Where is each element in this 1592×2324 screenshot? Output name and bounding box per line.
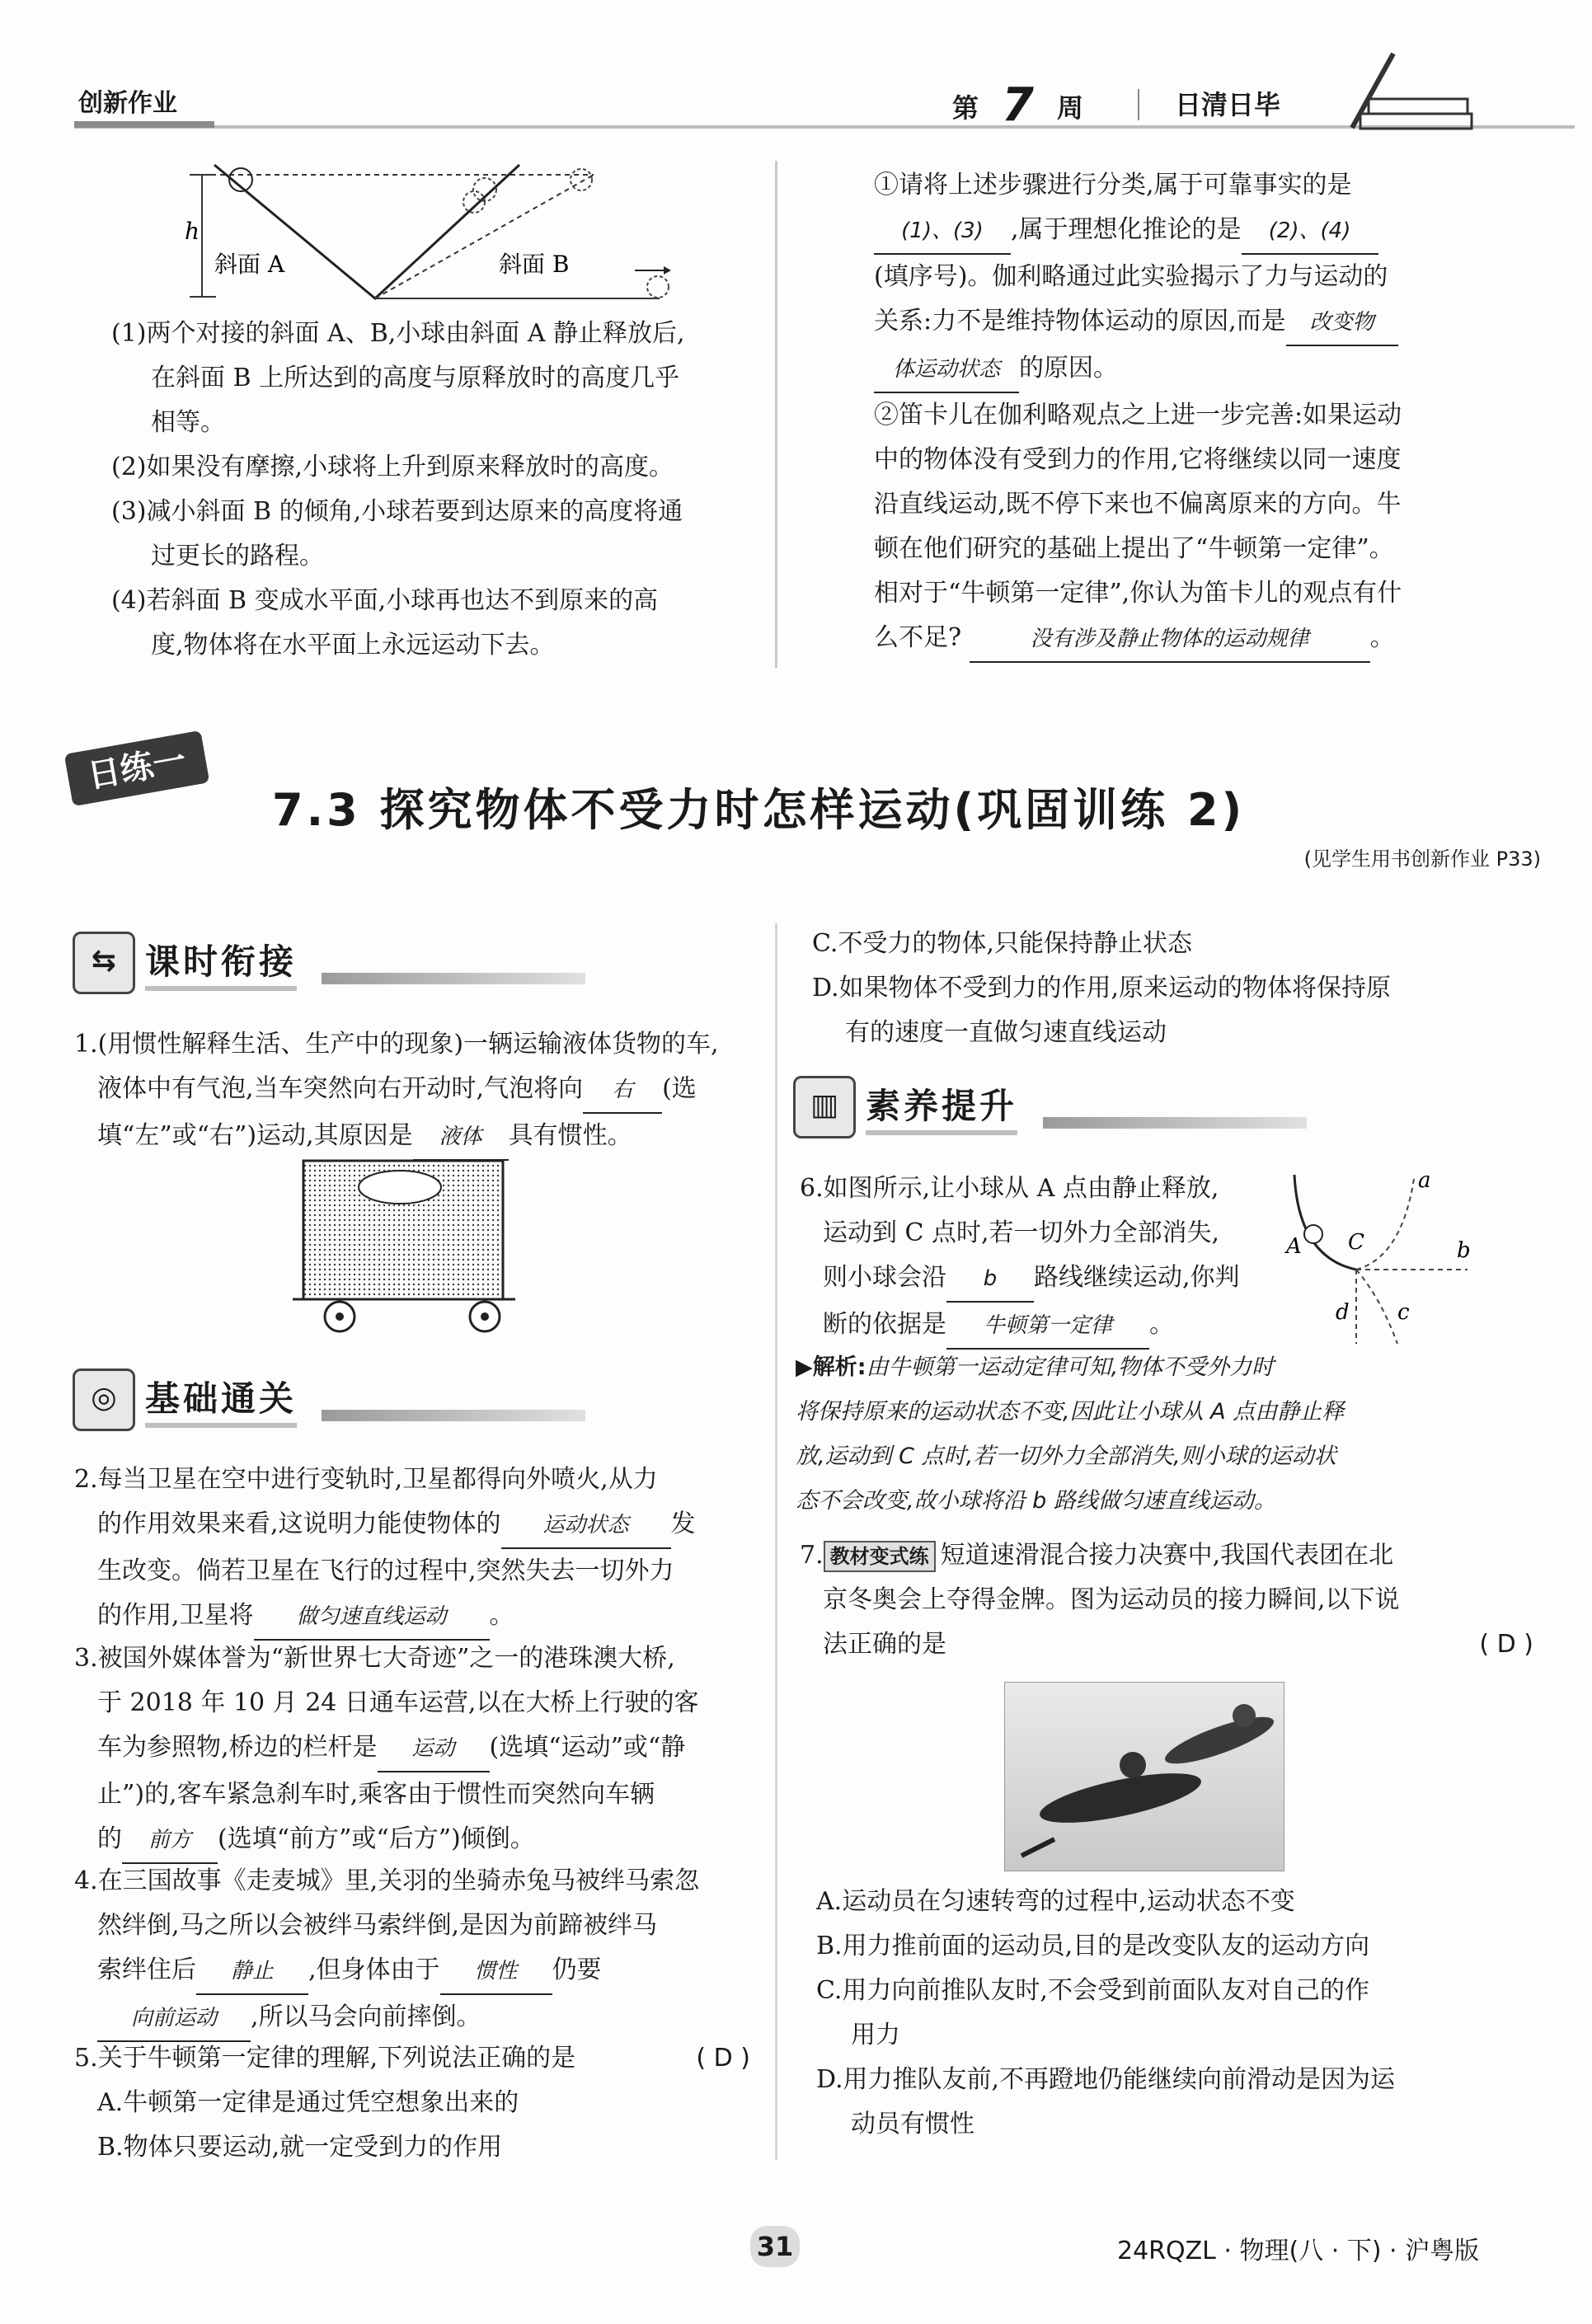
week-prefix: 第 [952,92,979,124]
answer-blank-q4-inertia: 惯性 [440,1949,552,1995]
step-1c: 相等。 [151,408,225,437]
tr-line4: 关系:力不是维持物体运动的原因,而是 [874,307,1286,336]
q4-line1: 4.在三国故事《走麦城》里,关羽的坐骑赤兔马被绊马索忽 [74,1866,700,1895]
top-right-text [874,163,1558,663]
section-title-basic: 基础通关 [145,1372,297,1428]
question-4 [74,1859,758,2042]
header-week [952,78,1083,132]
answer-blank-q2-state: 运动状态 [501,1503,671,1549]
answer-blank-q1-dir: 右 [583,1068,662,1114]
q1-line3: 填“左”或“右”)运动,其原因是 [97,1121,413,1150]
q6-line3: 则小球会沿 [823,1263,946,1292]
q5-option-b: B.物体只要运动,就一定受到力的作用 [97,2133,503,2162]
q7-line3: 法正确的是 [823,1630,946,1659]
question-6 [800,1167,1286,1350]
skaters-illustration [1005,1683,1284,1871]
skating-photo [1004,1682,1284,1871]
answer-blank-q6-law: 牛顿第一定律 [946,1303,1149,1350]
bar-chart-icon: ▥ [793,1076,856,1139]
q6-line3b: 路线继续运动,你判 [1034,1263,1240,1292]
q1-line2b: (选 [662,1074,697,1103]
section-header-ability [793,1076,1017,1139]
q6-line1: 6.如图所示,让小球从 A 点由静止释放, [800,1174,1219,1203]
slope-diagram [165,157,693,313]
label-c: c [1397,1300,1410,1325]
tr-line10: 相对于“牛顿第一定律”,你认为笛卡儿的观点有什 [874,579,1402,608]
tr-line9: 顿在他们研究的基础上提出了“牛顿第一定律”。 [874,534,1394,563]
tr-line7: 中的物体没有受到力的作用,它将继续以同一速度 [874,445,1402,474]
tr-line8: 沿直线运动,既不停下来也不偏离原来的方向。牛 [874,490,1402,519]
q4-line4: ,所以马会向前摔倒。 [251,2002,481,2031]
label-A: A [1286,1234,1302,1259]
tr-line2: ,属于理想化推论的是 [1011,215,1242,244]
step-3b: 过更长的路程。 [151,542,324,570]
lesson-title: 7.3 探究物体不受力时怎样运动(巩固训练 2) [272,784,1246,836]
q7-option-c1: C.用力向前推队友时,不会受到前面队友对自己的作 [816,1976,1369,2005]
q3-line1: 3.被国外媒体誉为“新世界七大奇迹”之一的港珠澳大桥, [74,1644,675,1673]
q6-analysis [796,1345,1554,1524]
target-icon: ◎ [73,1369,135,1431]
question-2 [74,1458,758,1641]
analysis-line2: 将保持原来的运动状态不变,因此让小球从 A 点由静止释 [796,1399,1345,1425]
analysis-line4: 态不会改变,故小球将沿 b 路线做匀速直线运动。 [796,1488,1276,1514]
label-a: a [1418,1168,1431,1193]
q5-option-d1: D.如果物体不受到力的作用,原来运动的物体将保持原 [812,974,1392,1002]
tr-line6: ②笛卡儿在伽利略观点之上进一步完善:如果运动 [874,401,1402,430]
section-header-link [73,932,297,994]
lesson-reference: (见学生用书创新作业 P33) [1303,847,1541,871]
tr-line5: 的原因。 [1019,354,1118,383]
answer-blank-q3-rail: 运动 [378,1726,490,1772]
header-rule-accent [74,121,214,128]
q4-line2: 然绊倒,马之所以会被绊马索绊倒,是因为前蹄被绊马 [97,1911,658,1940]
q4-line3b: ,但身体由于 [308,1955,440,1984]
q7-option-c2: 用力 [851,2021,900,2049]
q7-option-d2: 动员有惯性 [851,2110,974,2139]
column-divider-bottom [775,923,777,2160]
answer-blank-q4-static: 静止 [196,1949,308,1995]
header-separator [1138,89,1139,120]
answer-blank-q2-motion: 做匀速直线运动 [254,1594,490,1641]
week-number: 7 [1002,78,1034,132]
analysis-tag: ▶解析: [796,1354,866,1380]
answer-blank-cause-b: 体运动状态 [874,347,1019,393]
section-bar-1 [322,973,585,984]
q3-line5: 的 [97,1824,122,1853]
trajectory-diagram [1282,1167,1484,1352]
tr-period: 。 [1369,623,1395,652]
answer-blank-q3-dir: 前方 [122,1818,218,1864]
q3-line5b: (选填“前方”或“后方”)倾倒。 [218,1824,535,1853]
label-slope-a: 斜面 A [214,251,285,278]
q7-answer: ( D ) [1479,1630,1533,1659]
page-number: 31 [750,2226,800,2267]
q5-option-c: C.不受力的物体,只能保持静止状态 [812,929,1192,958]
section-title-link: 课时衔接 [145,935,297,991]
q2-line2: 的作用效果来看,这说明力能使物体的 [97,1509,501,1538]
q2-line3: 生改变。倘若卫星在飞行的过程中,突然失去一切外力 [97,1556,674,1585]
textbook-variant-tag: 教材变式练 [824,1541,936,1572]
answer-blank-descartes: 没有涉及静止物体的运动规律 [970,617,1370,663]
q1-line1: 1.(用惯性解释生活、生产中的现象)一辆运输液体货物的车, [74,1030,719,1059]
footer-edition: 24RQZL · 物理(八 · 下) · 沪粤版 [1117,2237,1480,2265]
label-slope-b: 斜面 B [499,251,570,278]
step-3a: (3)减小斜面 B 的倾角,小球若要到达原来的高度将通 [111,497,683,526]
q3-line3: 车为参照物,桥边的栏杆是 [97,1733,378,1762]
header-title: 日清日毕 [1175,89,1281,120]
question-5 [74,2036,758,2170]
question-3 [74,1636,758,1864]
q6-line4: 断的依据是 [823,1310,946,1339]
section-bar-2 [322,1410,585,1421]
question-5-continued [812,922,1554,1055]
q7-option-d1: D.用力推队友前,不再蹬地仍能继续向前滑动是因为运 [816,2065,1396,2094]
tr-line11: 么不足? [874,623,962,652]
answer-blank-q1-reason: 液体 [413,1115,509,1161]
label-C: C [1348,1230,1364,1255]
q5-answer: ( D ) [696,2044,750,2073]
q2-line4b: 。 [489,1601,514,1630]
section-title-ability: 素养提升 [866,1079,1017,1135]
q5-option-a: A.牛顿第一定律是通过凭空想象出来的 [97,2088,519,2117]
truck-diagram [289,1154,519,1344]
label-d: d [1336,1300,1350,1325]
step-1b: 在斜面 B 上所达到的高度与原释放时的高度几乎 [151,364,680,392]
q4-line3c: 仍要 [552,1955,602,1984]
step-2: (2)如果没有摩擦,小球将上升到原来释放时的高度。 [111,453,674,481]
answer-blank-inference: (2)、(4) [1242,209,1378,255]
answer-blank-cause-a: 改变物 [1286,300,1398,346]
week-suffix: 周 [1056,92,1083,124]
book-pen-icon [1336,49,1476,132]
q1-line3b: 具有惯性。 [508,1121,632,1150]
header-series: 创新作业 [78,89,177,118]
q7-line2: 京冬奥会上夺得金牌。图为运动员的接力瞬间,以下说 [823,1585,1400,1614]
q7-option-a: A.运动员在匀速转弯的过程中,运动状态不变 [816,1887,1295,1916]
label-b: b [1457,1238,1471,1263]
q7-line1: 短道速滑混合接力决赛中,我国代表团在北 [940,1541,1394,1570]
q3-line3b: (选填“运动”或“静 [489,1733,686,1762]
section-bar-3 [1043,1117,1307,1129]
q2-line1: 2.每当卫星在空中进行变轨时,卫星都得向外喷火,从力 [74,1465,658,1494]
q7-option-b: B.用力推前面的运动员,目的是改变队友的运动方向 [816,1932,1370,1960]
q6-line4b: 。 [1149,1310,1174,1339]
lesson-badge: 日练一 [64,730,210,806]
answer-blank-facts: (1)、(3) [874,209,1011,255]
question-1 [74,1022,758,1161]
answer-blank-q4-forward: 向前运动 [97,1996,251,2042]
q3-line2: 于 2018 年 10 月 24 日通车运营,以在大桥上行驶的客 [97,1688,699,1717]
q2-line4: 的作用,卫星将 [97,1601,254,1630]
analysis-line1: 由牛顿第一运动定律可知,物体不受外力时 [866,1354,1275,1380]
step-4a: (4)若斜面 B 变成水平面,小球再也达不到原来的高 [111,586,659,615]
tr-line1: ①请将上述步骤进行分类,属于可靠事实的是 [874,171,1352,200]
q6-line2: 运动到 C 点时,若一切外力全部消失, [823,1218,1220,1247]
q5-option-d2: 有的速度一直做匀速直线运动 [845,1018,1167,1047]
q3-line4: 止”)的,客车紧急刹车时,乘客由于惯性而突然向车辆 [97,1780,655,1809]
analysis-line3: 放,运动到 C 点时,若一切外力全部消失,则小球的运动状 [796,1444,1336,1469]
q2-line2b: 发 [670,1509,696,1538]
analysis-label: 解析: [812,1354,866,1380]
q7-options [816,1880,1558,2147]
q4-line3: 索绊住后 [97,1955,196,1984]
steps-list [111,312,763,668]
label-h: h [185,218,200,245]
answer-blank-q6-path: b [946,1256,1034,1303]
step-4b: 度,物体将在水平面上永远运动下去。 [151,631,555,660]
q5-stem: 5.关于牛顿第一定律的理解,下列说法正确的是 [74,2044,576,2073]
q1-line2: 液体中有气泡,当车突然向右开动时,气泡将向 [97,1074,584,1103]
section-header-basic [73,1369,297,1431]
step-1a: (1)两个对接的斜面 A、B,小球由斜面 A 静止释放后, [111,319,685,348]
tr-line3: (填序号)。伽利略通过此实验揭示了力与运动的 [874,262,1388,291]
arrows-icon: ⇆ [73,932,135,994]
column-divider-top [775,161,777,668]
question-7: 7. 教材变式练 短道速滑混合接力决赛中,我国代表团在北 京冬奥会上夺得金牌。图为运动员的接力瞬间,以下说 法正确的是 ( D ) [800,1533,1542,1667]
